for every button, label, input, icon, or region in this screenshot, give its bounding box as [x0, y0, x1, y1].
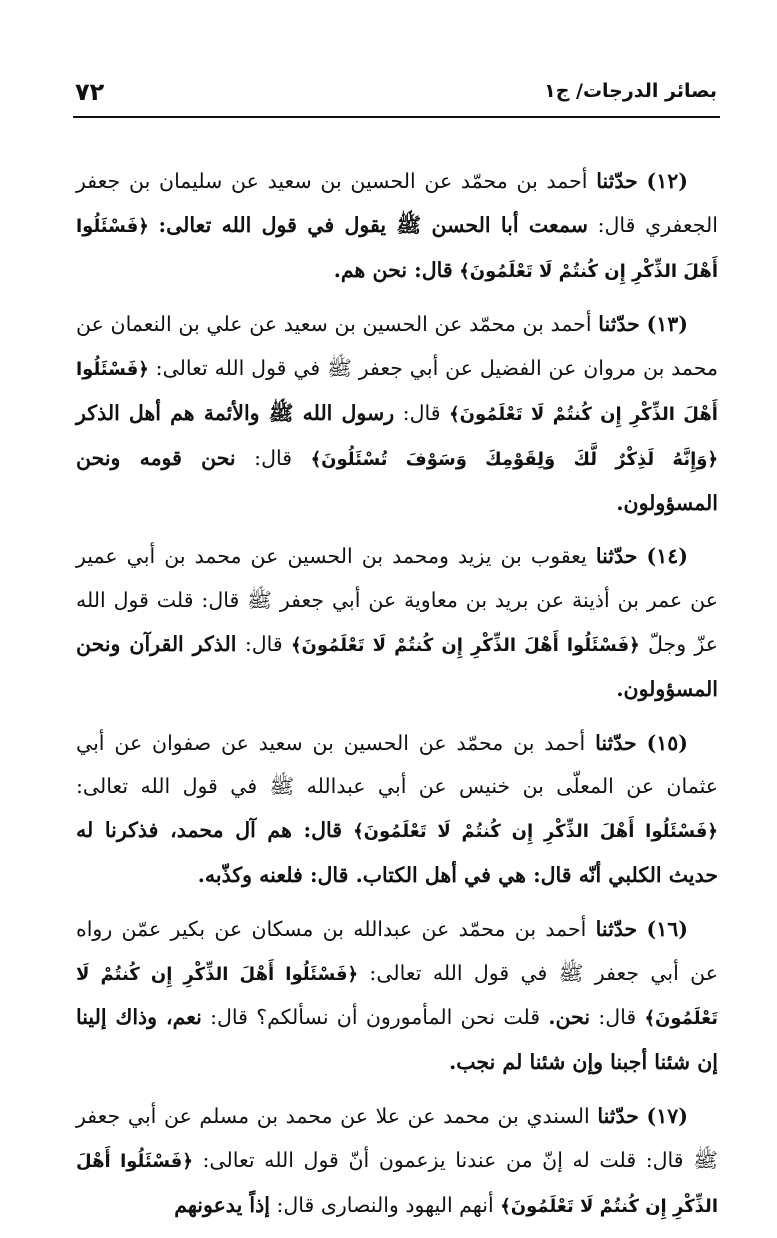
chain-text: أحمد بن محمّد عن عبدالله بن مسكان عن بكير عمّن رواه عن أبي جعفر ﷺ في قول الله تعالى:: [76, 916, 718, 985]
hadith-14: [76, 535, 718, 711]
hadith-number: (١٧): [646, 1103, 688, 1128]
hadith-16: [76, 908, 718, 1085]
hadith-17: [76, 1095, 718, 1228]
bold-text: نحن.: [548, 1005, 591, 1030]
plain-text: قلت نحن المأمورون أن نسألكم؟ قال:: [210, 1005, 541, 1030]
chain-text: أحمد بن محمّد عن الحسين بن سعيد عن سليمان بن جعفر الجعفري قال:: [76, 169, 718, 237]
bold-text: نحن قومه ونحن المسؤولون.: [76, 445, 718, 515]
narration-keyword: حدّثنا: [596, 169, 638, 193]
header-rule: [73, 116, 720, 118]
bold-text: إذاً يدعونهم: [174, 1192, 270, 1217]
page-body: [76, 160, 718, 1238]
bold-text: رسول الله ﷺ والأئمة هم أهل الذكر: [76, 400, 395, 425]
quran-verse: ﴿فَسْئَلُوا أَهْلَ الذِّكْرِ إِن كُنتُمْ لَا تَعْلَمُونَ﴾: [76, 963, 718, 1030]
plain-text: قال:: [402, 400, 441, 425]
hadith-15: [76, 722, 718, 898]
quran-verse: ﴿فَسْئَلُوا أَهْلَ الذِّكْرِ إِن كُنتُمْ لَا تَعْلَمُونَ﴾: [76, 215, 718, 282]
narration-keyword: حدّثنا: [595, 916, 638, 941]
plain-text: أنهم اليهود والنصارى قال:: [276, 1192, 494, 1217]
hadith-number: (١٢): [646, 169, 688, 193]
narration-keyword: حدّثنا: [598, 312, 640, 337]
bold-text: نعم، وذاك إلينا إن شئنا أجبنا وإن شئنا لم نجب.: [76, 1005, 718, 1075]
plain-text: قال:: [254, 445, 293, 470]
book-title: بصائر الدرجات/ ج١: [544, 80, 717, 102]
page-number: ٧٢: [75, 78, 105, 106]
chain-text: أحمد بن محمّد عن الحسين بن سعيد عن علي بن النعمان عن محمد بن مروان عن الفضيل عن أبي جعفر ﷺ في قول الله تعالى:: [76, 312, 718, 381]
quran-verse: ﴿وَإِنَّهُ لَذِكْرٌ لَّكَ وَلِقَوْمِكَ وَسَوْفَ تُسْئَلُونَ﴾: [310, 448, 718, 470]
narration-keyword: حدّثنا: [597, 1103, 639, 1128]
narration-keyword: حدّثنا: [595, 730, 637, 755]
chain-text: أحمد بن محمّد عن الحسين بن سعيد عن صفوان عن أبي عثمان عن المعلّى بن خنيس عن أبي عبدالله ﷺ في قول الله تعالى:: [76, 730, 718, 799]
bold-text: سمعت أبا الحسن ﷺ يقول في قول الله تعالى:: [158, 212, 588, 237]
bold-text: قال: نحن هم.: [333, 257, 453, 282]
quran-verse: ﴿فَسْئَلُوا أَهْلَ الذِّكْرِ إِن كُنتُمْ لَا تَعْلَمُونَ﴾: [353, 821, 718, 843]
plain-text: قال:: [244, 631, 283, 656]
quran-verse: ﴿فَسْئَلُوا أَهْلَ الذِّكْرِ إِن كُنتُمْ لَا تَعْلَمُونَ﴾: [291, 634, 640, 656]
hadith-13: [76, 303, 718, 525]
quran-verse: ﴿فَسْئَلُوا أَهْلَ الذِّكْرِ إِن كُنتُمْ لَا تَعْلَمُونَ﴾: [76, 359, 718, 425]
quran-verse: ﴿فَسْئَلُوا أَهْلَ الذِّكْرِ إِن كُنتُمْ لَا تَعْلَمُونَ﴾: [76, 1150, 718, 1217]
chain-text: يعقوب بن يزيد ومحمد بن الحسين عن محمد بن أبي عمير عن عمر بن أذينة عن بريد بن معاوية عن أبي جعفر ﷺ قال: قلت قول الله عزّ وجلّ: [76, 544, 718, 656]
hadith-number: (١٤): [646, 544, 688, 569]
narration-keyword: حدّثنا: [595, 544, 638, 569]
hadith-number: (١٣): [646, 312, 688, 337]
chain-text: السندي بن محمد عن علا عن محمد بن مسلم عن أبي جعفر ﷺ قال: قلت له إنّ من عندنا يزعمون أنّ قول الله تعالى:: [76, 1103, 718, 1172]
hadith-number: (١٦): [646, 916, 688, 941]
bold-text: قال: هم آل محمد، فذكرنا له حديث الكلبي أنّه قال: هي في أهل الكتاب. قال: فلعنه وكذّبه.: [76, 818, 718, 887]
running-header: [75, 78, 717, 110]
hadith-12: [76, 160, 718, 293]
hadith-number: (١٥): [646, 730, 688, 755]
bold-text: الذكر القرآن ونحن المسؤولون.: [76, 631, 718, 701]
plain-text: قال:: [598, 1005, 637, 1030]
